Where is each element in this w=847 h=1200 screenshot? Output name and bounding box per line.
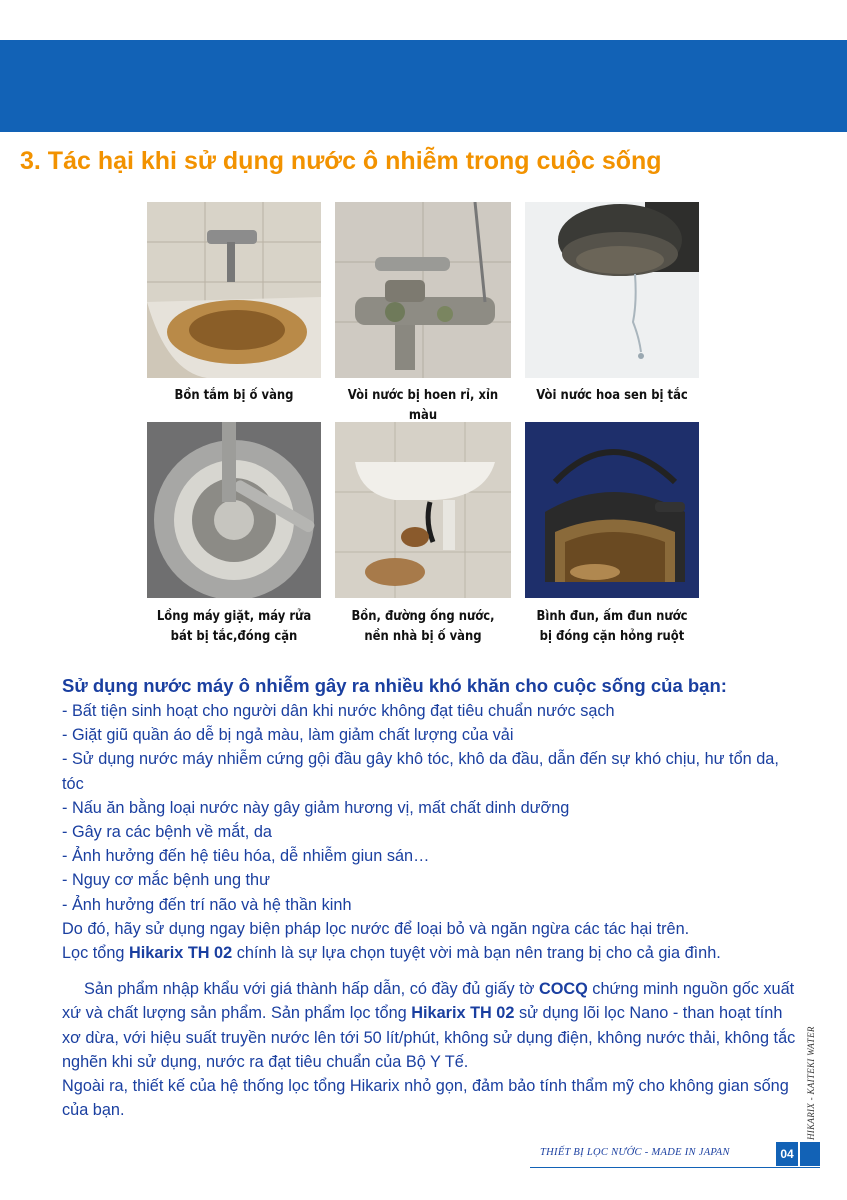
corroded-faucet-photo	[335, 202, 511, 378]
product-paragraph	[62, 977, 802, 1074]
bullet-item: - Sử dụng nước máy nhiễm cứng gội đầu gây khô tóc, khô da đầu, dẫn đến sự khó chịu, hư tổn da, tóc	[62, 750, 779, 793]
recommendation-prefix: Lọc tổng	[62, 944, 129, 963]
header-band	[0, 40, 847, 132]
section-subtitle: Sử dụng nước máy ô nhiễm gây ra nhiều khó khăn cho cuộc sống của bạn:	[62, 675, 727, 696]
product-name: Hikarix TH 02	[129, 944, 233, 963]
bullet-item: - Ảnh hưởng đến hệ tiêu hóa, dễ nhiễm giun sán…	[62, 847, 430, 866]
caption-line: Vòi nước hoa sen bị tắc	[536, 387, 688, 403]
side-brand-label: HIKARIX - KAITEKI WATER	[806, 1026, 816, 1140]
bullet-item: - Gây ra các bệnh về mắt, da	[62, 823, 272, 842]
caption-line: Lồng máy giặt, máy rửa	[156, 608, 312, 624]
scaled-kettle-photo	[525, 422, 699, 598]
photo-caption	[341, 606, 504, 646]
photo-caption	[533, 385, 691, 405]
recommendation-text	[62, 941, 802, 965]
caption-line: bị đóng cặn hỏng ruột	[539, 628, 685, 644]
body-content	[62, 673, 802, 1122]
conclusion-text: Do đó, hãy sử dụng ngay biện pháp lọc nước để loại bỏ và ngăn ngừa các tác hại trên.	[62, 919, 690, 938]
clogged-shower-head-photo	[525, 202, 699, 378]
page-number: 04	[776, 1142, 798, 1166]
recommendation-suffix: chính là sự lựa chọn tuyệt vời mà bạn nên trang bị cho cả gia đình.	[232, 944, 721, 963]
photo-caption	[153, 606, 315, 646]
bullet-item: - Giặt giũ quần áo dễ bị ngả màu, làm giảm chất lượng của vải	[62, 726, 514, 745]
caption-line: Bình đun, ấm đun nước	[536, 608, 688, 624]
product-text: Sản phẩm nhập khẩu với giá thành hấp dẫn, có đầy đủ giấy tờ	[84, 980, 539, 999]
photo-caption	[529, 606, 696, 646]
product-name: Hikarix TH 02	[411, 1004, 515, 1023]
rusty-bathtub-photo	[147, 202, 321, 378]
page-title: 3. Tác hại khi sử dụng nước ô nhiễm trong cuộc sống	[20, 147, 662, 175]
scaled-washing-machine-photo	[147, 422, 321, 598]
caption-line: nền nhà bị ố vàng	[364, 628, 482, 644]
bullet-item: - Bất tiện sinh hoạt cho người dân khi nước không đạt tiêu chuẩn nước sạch	[62, 702, 615, 720]
footer-divider	[530, 1167, 820, 1168]
photo-caption	[339, 385, 508, 425]
caption-line: Bồn, đường ống nước,	[351, 608, 495, 624]
certificate-name: COCQ	[538, 980, 588, 999]
photo-caption	[159, 385, 309, 405]
footer-tagline: THIẾT BỊ LỌC NƯỚC - MADE IN JAPAN	[540, 1147, 730, 1158]
stained-sink-pipe-photo	[335, 422, 511, 598]
bullet-item: - Nguy cơ mắc bệnh ung thư	[62, 871, 271, 890]
caption-line: Vòi nước bị hoen rỉ, xỉn màu	[347, 387, 499, 423]
caption-line: Bồn tắm bị ố vàng	[174, 387, 294, 403]
caption-line: bát bị tắc,đóng cặn	[170, 628, 298, 644]
product-text: chứng minh nguồn gốc xuất xứ và chất lượng sản phẩm. Sản phẩm lọc tổng	[62, 980, 795, 1023]
product-text: sử dụng lõi lọc Nano - than hoạt tính xơ dừa, với hiệu suất truyền nước lên tới 50 lít/phút, không sử dụng điện, không nước thải, không tắc nghẽn khi sử dụng, nước ra đạt tiêu chuẩn của Bộ Y Tế.	[62, 1004, 796, 1071]
bullet-item: - Nấu ăn bằng loại nước này gây giảm hương vị, mất chất dinh dưỡng	[62, 798, 570, 817]
design-paragraph: Ngoài ra, thiết kế của hệ thống lọc tổng Hikarix nhỏ gọn, đảm bảo tính thẩm mỹ cho không gian sống của bạn.	[62, 1077, 789, 1120]
bullet-item: - Ảnh hưởng đến trí não và hệ thần kinh	[62, 895, 352, 914]
page-number-tab	[800, 1142, 820, 1166]
